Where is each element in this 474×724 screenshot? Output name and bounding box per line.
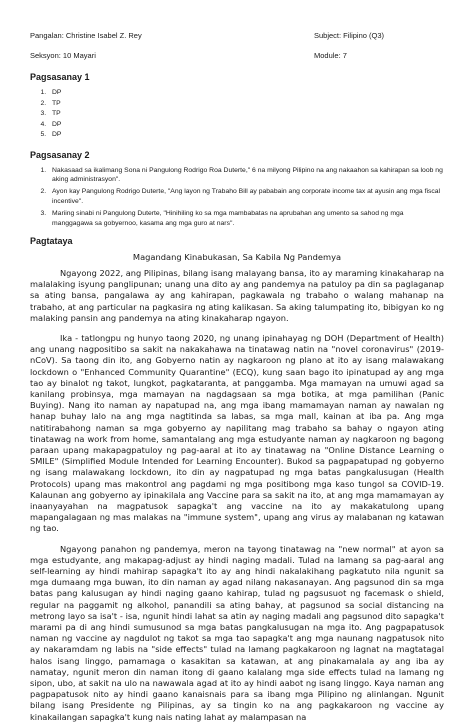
essay-paragraph: Ngayong 2022, ang Pilipinas, bilang isang malayang bansa, ito ay maraming kinakaharap na malalaking isyung panglipunan; unang una dito ay ang pandemya na patuloy pa din sa paglaganap sa ating bansa, pangalawa ay ang kahirapan, pagkawala ng trabaho o walang mahanap na trabaho, at ang particular na pagkasira ng ating kalikasan. Sa aking talumpating ito, bibigyan ko ng malaking pansin ang pandemya na ating kinakaharap ngayon. [30, 267, 444, 323]
essay-paragraph: Ngayong panahon ng pandemya, meron na tayong tinatawag na "new normal" at ayon sa mga estudyante, ang makapag-adjust ay hindi naging madali. Tulad na lamang sa pag-aaral ang self-learning ay hindi mahirap sapagka't ito ay ang hindi nakalakihang pagkatuto nila ngunit sa mga dumaang mga buwan, ito din naman ay agad nilang nakasanayan. Ang pagsunod din sa mga batas pang kalusugan ay hindi naging gaano kahirap, tulad ng pagsusuot ng facemask o shield, regular na paggamit ng alkohol, panandili sa ating bahay, at pagsunod sa social distancing na metrong layo sa isa't - isa, ngunit hindi lahat sa atin ay naging madali ang pagsunod dito sapagka't marami pa di ang hindi sumusunod sa mga batas pangkalusugan na mga ito. Ang pagpapatusok naman ng vaccine ay nagdulot ng takot sa mga tao sapagka't ang mga naunang nagpatusok nito ay nakaramdam ng labis na "side effects" tulad na lamang pagkakaroon ng lagnat na magtatagal halos isang linggo, pamamaga o kasakitan sa katawan, at ang pinakamalala ay ang iba ay namatay, ngunit meron din naman itong di gaano kalalang mga side effects tulad na lamang ng sipon, ubo, at sakit na ulo na nawawala agad at ito ay hindi aabot ng isang linggo. Kaya naman ang pagpapatusok nito ay hindi gaano kanaisnais para sa ibang mga Pilipino ng alinlangan. Ngunit bilang isang Presidente ng Pilipinas, ay sa tingin ko na ang pagkakaroon ng vaccine ay kinakailangan sapagka't kung nais nating lahat ay malampasan na [30, 543, 444, 722]
list-item: 3. TP [48, 109, 444, 120]
pagsasanay-2-heading: Pagsasanay 2 [30, 149, 90, 160]
essay-title: Magandang Kinabukasan, Sa Kabila Ng Pandemya [132, 251, 342, 262]
list-item: 2. Ayon kay Pangulong Rodrigo Duterte, "Ang layon ng Trabaho Bill ay pababain ang corporate income tax at ayusin ang mga fiscal incentive". [48, 187, 444, 206]
pagsasanay-2-section [30, 149, 444, 228]
section: Seksyon: 10 Mayari [30, 51, 96, 60]
essay-body [30, 268, 444, 723]
essay-paragraph: Ika - tatlongpu ng hunyo taong 2020, ng unang ipinahayag ng DOH (Department of Health) ang unang nagpositibo sa sakit na nakakahawa na tinatawag natin na "novel coronavirus" (2019-nCoV). Sa taong din ito, ang Gobyerno natin ay nagkaroon ng plano at ito ay isang malawakang lockdown o "Enhanced Community Quarantine" (ECQ), kung saan bago ito ipinatupad ay ang mga tao ay binalot ng takot, lungkot, pagkataranta, at panggamba. Mga mamayan na umuwi agad sa kanilang probinsya, mga mamayan na nagdagsaan sa mga botika, at mga pamilihan (Panic Buying). Nang ito naman ay napatupad na, ang mga ibang mamamayan naman ay nawalan ng hanap buhay lalo na ang mga nagtitinda sa labas, sa mga mall, kainan at iba pa. Ang mga natitirabahong naman sa mga gobyerno ay napilitang mag trabaho sa bahay o ngayon ating tinatawag na work from home, samantalang ang mga estudyante naman ay nagkaroon ng bagong paraan upang makapagpatuloy ng pag-aaral at ito ay tinatawag na "Online Distance Learning o SMILE" (Simplified Module Intended for Learning Encounter). Bukod sa pagpapatupad ng gobyerno ng isang malawakang lockdown, ito din ay nagpatupad ng mga batas pangkalusugan (Health Protocols) upang mas makontrol ang pagdami ng mga positibong mga kaso tungol sa COVID-19. Kalaunan ang gobyerno ay ipinakilala ang Vaccine para sa sakit na ito, at ang mga mamamayan ay inaanyayahan na magpatusok sapagka't ang vaccine na ito ay makakatulong upang mapangalagaan ng mas malakas na "immune system", upang ang virus ay malabanan ng katawan ng tao. [30, 332, 444, 534]
list-item: 4. DP [48, 120, 444, 131]
pagsasanay-1-section [30, 71, 444, 141]
module: Module: 7 [314, 51, 347, 60]
list-item: 1. DP [48, 88, 444, 99]
pagsasanay-2-list [30, 166, 444, 228]
list-item: 5. DP [48, 130, 444, 141]
pagtataya-heading: Pagtataya [30, 235, 73, 246]
header-row-1 [30, 30, 444, 41]
subject: Subject: Filipino (Q3) [314, 31, 385, 40]
list-item: 2. TP [48, 99, 444, 110]
list-item: 1. Nakasaad sa ikalimang Sona ni Pangulong Rodrigo Roa Duterte," 6 na milyong Pilipino na ang nakaahon sa kahirapan sa loob ng aking administrasyon". [48, 166, 444, 185]
header-row-2 [30, 50, 444, 61]
list-item: 3. Mariing sinabi ni Pangulong Duterte, "Hinihiling ko sa mga mambabatas na aprubahan ang umento sa sahod ng mga manggagawa sa gobyernoo, kasama ang mga guro at nars". [48, 209, 444, 228]
pagsasanay-1-list [30, 88, 444, 141]
pagtataya-section [30, 235, 444, 723]
pagsasanay-1-heading: Pagsasanay 1 [30, 72, 90, 82]
student-name: Pangalan: Christine Isabel Z. Rey [30, 31, 142, 40]
